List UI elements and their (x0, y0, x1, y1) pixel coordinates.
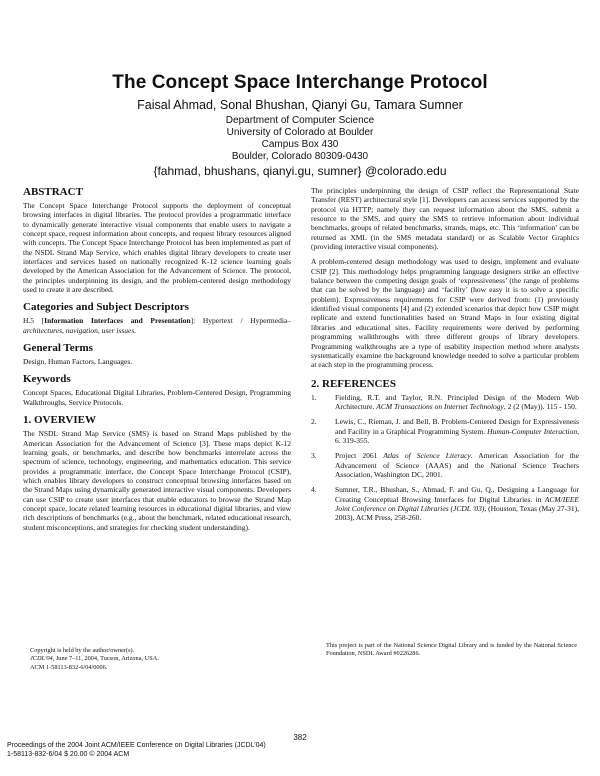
references-section (311, 378, 579, 523)
isbn-line: 1-58113-832-6/04 $ 20.00 © 2004 ACM (7, 751, 130, 758)
reference-authors: Lewis, C., Rieman, J. and Bell, B. Problem-Centered Design for Expressiveness and Facility in a Graphical Programming System. (335, 417, 579, 436)
funding-note: This project is part of the National Science Digital Library and is funded by the National Science Foundation, NSDL Award #0226286. (326, 642, 577, 657)
affiliation-line: Boulder, Colorado 80309-0430 (231, 151, 369, 162)
conference-details: , June 7–11, 2004, Tucson, Arizona, USA. (52, 655, 159, 663)
overview-heading: 1. OVERVIEW (23, 414, 96, 427)
categories-section (23, 301, 291, 335)
abstract-text: The Concept Space Interchange Protocol supports the deployment of conceptual browsing interfaces in digital libraries. The protocol provides a programmatic interface to dynamically generate interactive visual components that enable users to navigate a concept space, request information about concepts, and request library resources aligned with concepts. The Concept Space Interchange Protocol has been implemented as part of the NSDL Strand Map Service, which enables digital library developers to create user interfaces and services based on nationally recognized K-12 science learning goals developed by the American Association for the Advancement of Science. The protocol, the principles underpinning its design, and the problem-centered design methodology used to create it are described. (23, 201, 291, 295)
paper-title: The Concept Space Interchange Protocol (112, 72, 488, 93)
overview-text: The NSDL Strand Map Service (SMS) is based on Strand Maps published by the American Association for the Advancement of Science [3]. These maps depict K-12 learning goals, or benchmarks, and describe how benchmarks interrelate across the spectrum of science, technology, engineering, and mathematics education. This service provides a programmatic interface, the Concept Space Interchange Protocol (CSIP), which enables library developers to construct conceptual browsing interfaces based on the Strand Maps using dynamically generated interactive visual components. Developers can use CSIP to create user interfaces that enable educators to browse the Strand Map concept space, locate related learning resources in educational digital libraries, and view rich descriptions of benchmarks (e.g., about the benchmark, related educational research, student misconceptions, and strategies for checking student understanding). (23, 429, 291, 532)
reference-number: 1. (311, 392, 317, 402)
reference-number: 2. (311, 417, 317, 427)
right-column (311, 186, 579, 530)
affiliation-line: Campus Box 430 (261, 139, 339, 150)
general-terms-text: Design, Human Factors, Languages. (23, 357, 133, 367)
copyright-block (30, 647, 270, 672)
category-rest: ]: Hypertext / Hypermedia (190, 316, 288, 326)
left-column (23, 186, 291, 539)
category-descriptors: – architectures, navigation, user issues. (23, 316, 291, 335)
references-heading: 2. REFERENCES (311, 377, 396, 390)
overview-section (23, 414, 291, 532)
reference-item (311, 393, 579, 412)
reference-details: . American Association for the Advancement of Science (AAAS) and the National Science Teachers Association, Washington DC, 2001. (335, 451, 579, 479)
design-methodology-paragraph: A problem-centered design methodology was used to design, implement and evaluate CSIP [2]. This methodology helps programming language designers strike an effective balance between the competing design goals of ‘expressiveness’ (the range of problems that can be solved by the language) and ‘facility’ (how easy it is to solve a specific problem). Expressiveness requirements for CSIP were derived from: (1) previously identified visual components [4] and (2) extended scenarios that depict how CSIP might replicate and extend functionalities based on Strand Maps in four existing digital libraries and educational sites. Facility requirements were derived by performing programming walkthroughs with three different groups of library developers. Programming walkthroughs are a type of usability inspection method where analysts systematically examine the background knowledge needed to solve a particular problem at each step in the programming process. (311, 257, 579, 370)
reference-list (311, 393, 579, 523)
copyright-line: Copyright is held by the author/owner(s). (30, 647, 135, 654)
reference-venue: Atlas of Science Literacy (383, 451, 471, 461)
categories-heading: Categories and Subject Descriptors (23, 301, 189, 314)
acm-code-line: ACM 1-58113-832-6/04/0006. (30, 663, 108, 671)
reference-details: , 2 (2 (May)). 115 - 150. (503, 401, 577, 411)
reference-venue: ACM Transactions on Internet Technology (376, 401, 504, 411)
reference-item (311, 417, 579, 445)
keywords-text: Concept Spaces, Educational Digital Libraries, Problem-Centered Design, Programming Walkthroughs, Service Protocols. (23, 388, 291, 407)
reference-details: , 6. 319-355. (335, 426, 580, 445)
keywords-section (23, 373, 291, 407)
reference-number: 3. (311, 451, 317, 461)
affiliation-line: Department of Computer Science (225, 115, 375, 126)
category-name: Information Interfaces and Presentation (44, 316, 191, 326)
abstract-section (23, 186, 291, 294)
reference-number: 4. (311, 485, 317, 495)
affiliation-line: University of Colorado at Boulder (226, 127, 374, 138)
reference-authors: Sumner, T.R., Bhushan, S., Ahmad, F. and Gu, Q., Designing a Language for Creating Conceptual Browsing Interfaces for Digital Libraries. in (335, 485, 579, 504)
abstract-heading: ABSTRACT (23, 186, 83, 198)
category-code: H.5 [ (23, 316, 45, 326)
reference-venue: ACM/IEEE Joint Conference on Digital Libraries (JCDL '03) (335, 494, 579, 513)
affiliation (0, 115, 600, 163)
reference-item (311, 451, 579, 479)
reference-authors: Fielding, R.T. and Taylor, R.N. Principled Design of the Modern Web Architecture. (335, 392, 579, 411)
author-emails: {fahmad, bhushans, qianyi.gu, sumner} @colorado.edu (153, 164, 447, 178)
categories-text (23, 316, 291, 335)
proceedings-line: Proceedings of the 2004 Joint ACM/IEEE Conference on Digital Libraries (JCDL’04) (7, 742, 266, 749)
reference-authors: Project 2061 (335, 451, 384, 461)
page-number: 382 (293, 733, 307, 742)
conference-line (30, 655, 270, 663)
author-list: Faisal Ahmad, Sonal Bhushan, Qianyi Gu, Tamara Sumner (137, 98, 463, 112)
general-terms-section (23, 342, 291, 366)
proceedings-footer (7, 741, 266, 759)
reference-details: , (Houston, Texas (May 27-31), 2003), ACM Press, 258-260. (335, 503, 579, 523)
keywords-heading: Keywords (23, 373, 71, 386)
reference-venue: Human-Computer Interaction (487, 426, 578, 436)
reference-item (311, 485, 579, 522)
general-terms-heading: General Terms (23, 342, 93, 355)
conference-name: JCDL'04 (30, 655, 53, 663)
csip-principles-paragraph: The principles underpinning the design of CSIP reflect the Representational State Transfer (REST) architectural style [1]. Developers can access services supported by the protocol via HTTP; namely they can request information about the SMS, submit a resource to the SMS, and query the SMS to retrieve information about individual benchmarks, groups of related benchmarks, strands, maps, etc. This ‘information’ can be returned as XML (in the SMS metadata standard) or as Scalable Vector Graphics (providing interactive visual components). (311, 186, 579, 252)
